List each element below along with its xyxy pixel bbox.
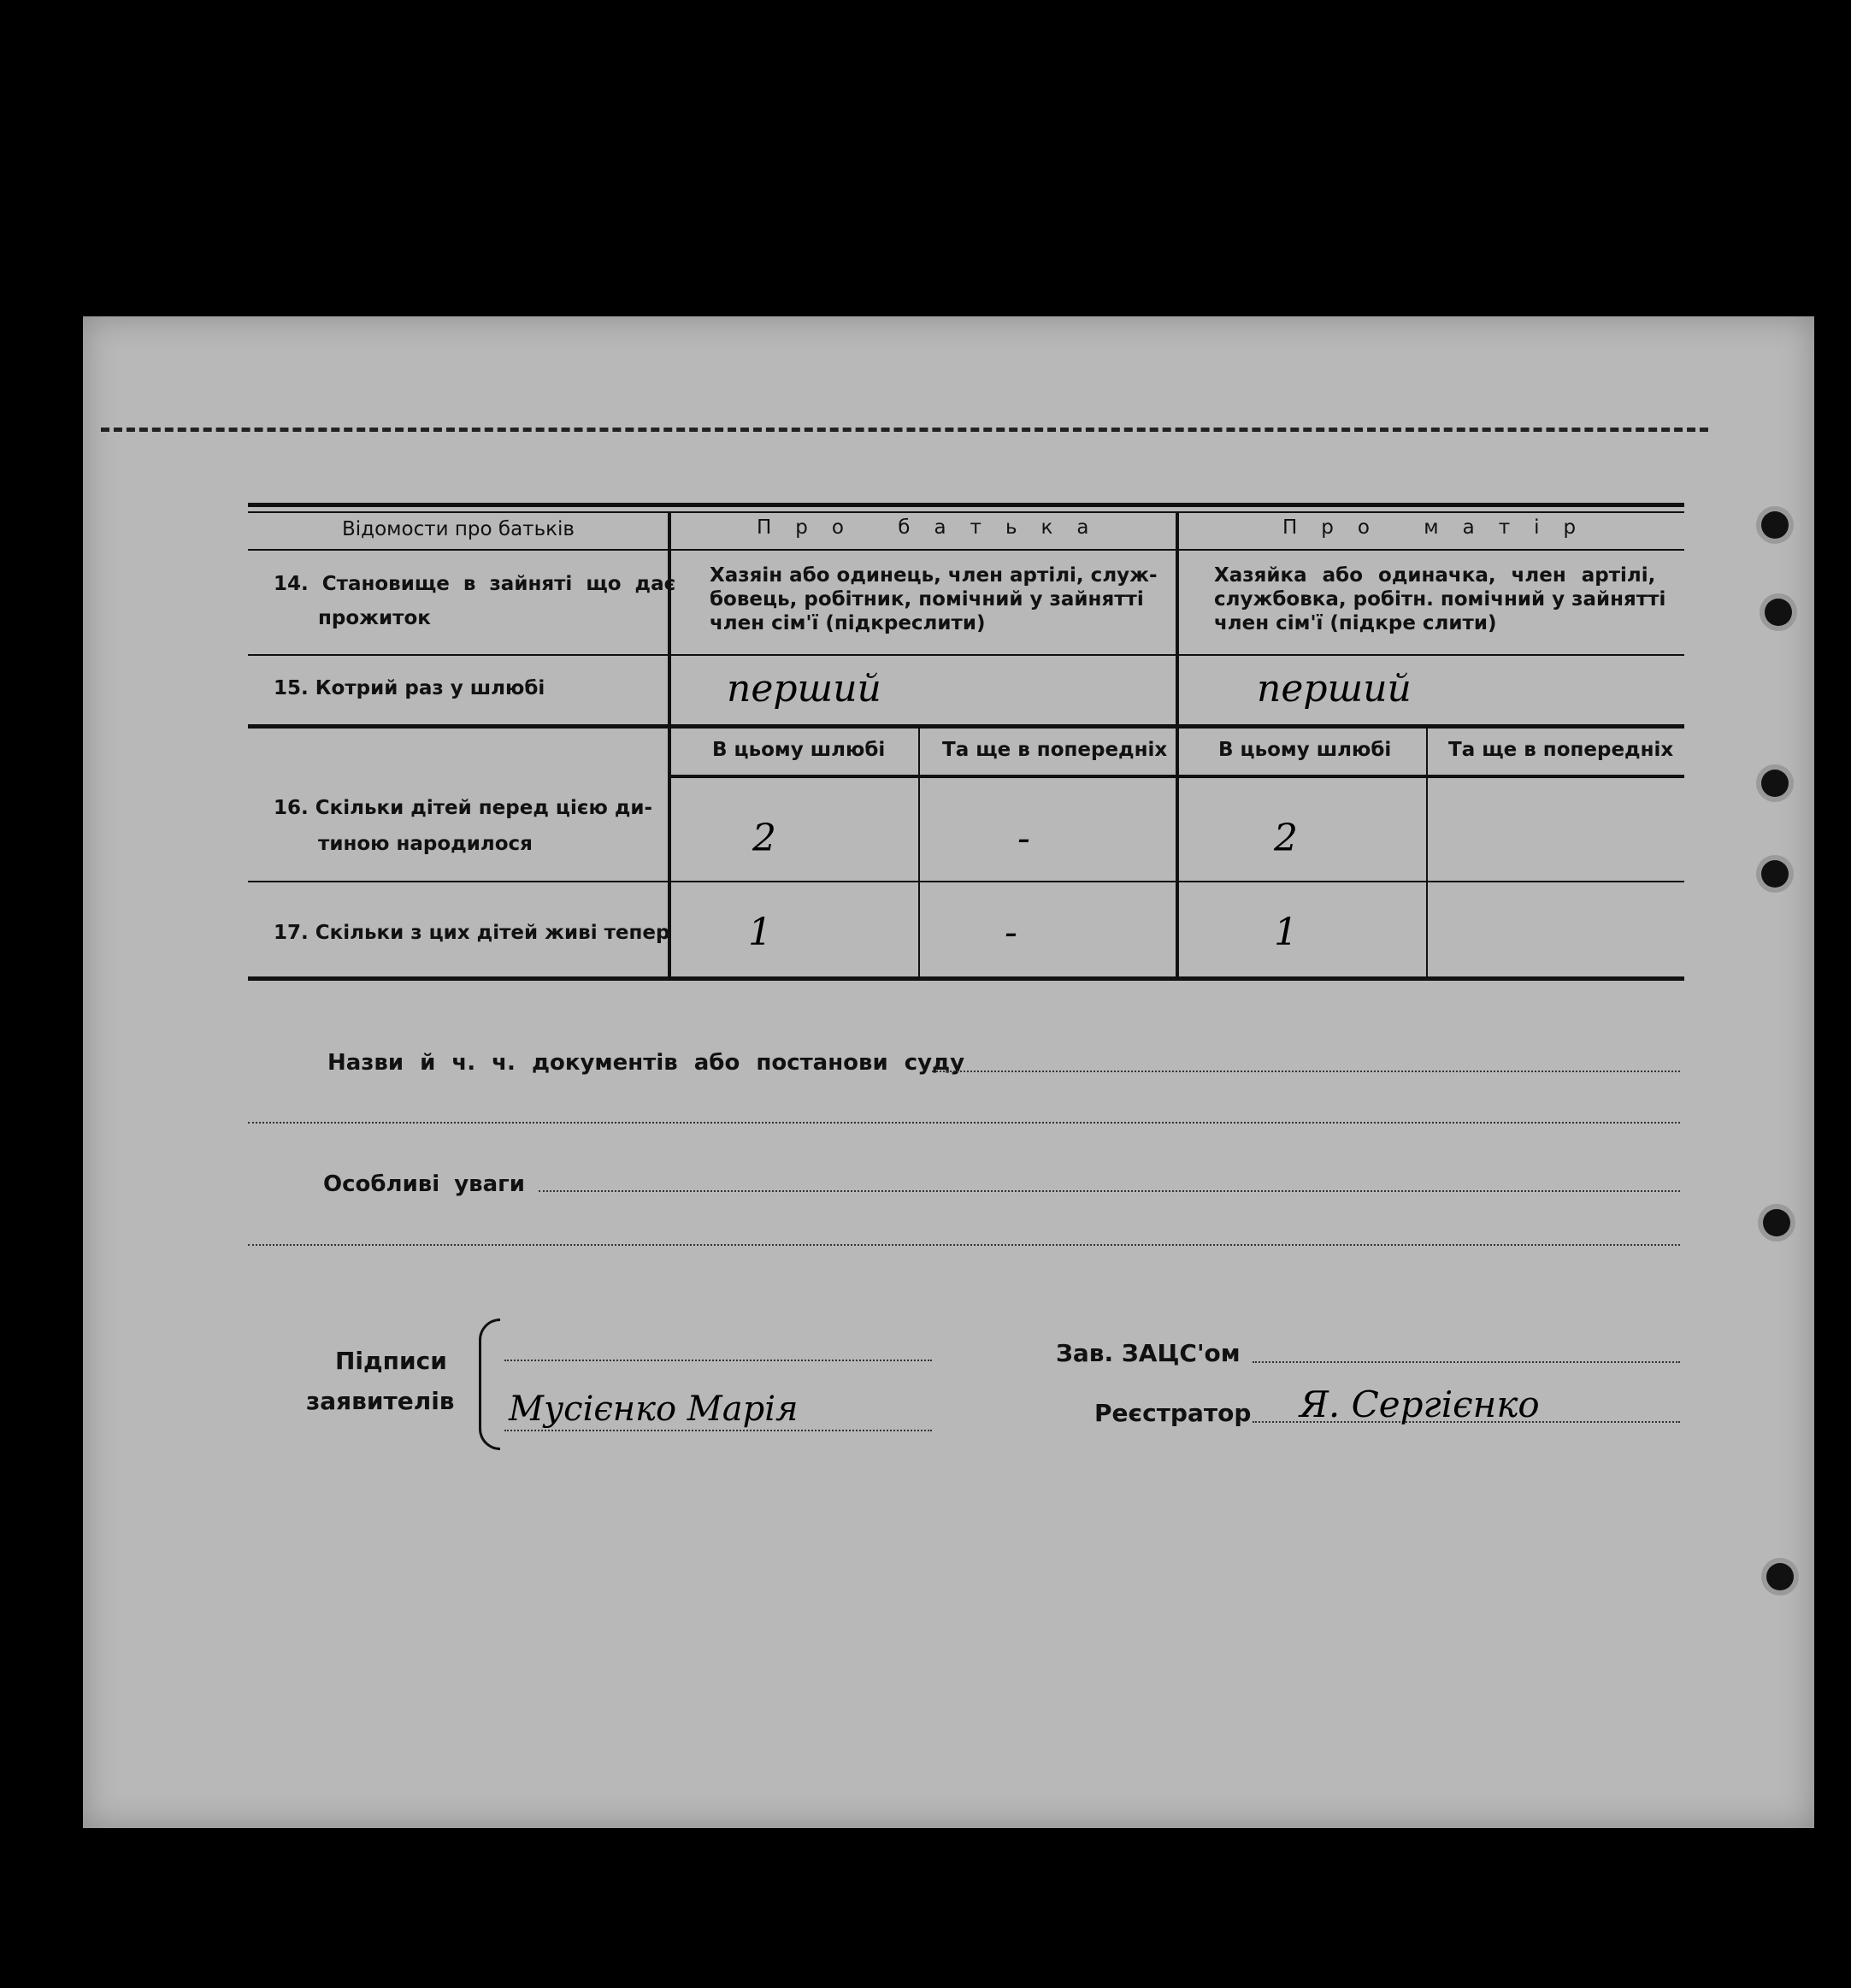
- row14-mother-2: службовка, робітн. помічний у зайнятті: [1214, 588, 1666, 611]
- row15-father-value: перший: [727, 667, 881, 711]
- documents-line-2: [248, 1122, 1680, 1124]
- subheader-mother-prev: Та ще в попередніх: [1448, 739, 1674, 761]
- perforation-line: [101, 428, 1708, 432]
- row14-father-3: член сім'ї (підкреслити): [710, 612, 986, 634]
- documents-label: Назви й ч. ч. документів або постанови суду: [327, 1050, 965, 1076]
- row17-mother-this: 1: [1274, 911, 1298, 954]
- header-bottom-rule: [248, 549, 1684, 551]
- subheader-father-prev: Та ще в попередніх: [942, 739, 1168, 761]
- signatures-brace: [479, 1318, 500, 1450]
- head-label: Зав. ЗАЦС'ом: [1056, 1339, 1241, 1367]
- header-father: Про батька: [757, 516, 1113, 539]
- remarks-line-1: [539, 1190, 1680, 1192]
- row16-father-this: 2: [752, 817, 776, 860]
- subheader-father-this: В цьому шлюбі: [712, 739, 886, 761]
- header-info: Відомости про батьків: [342, 518, 575, 540]
- row17-father-prev: -: [1005, 911, 1017, 954]
- applicant-line-2: [504, 1430, 932, 1431]
- row15-mother-value: перший: [1257, 667, 1412, 711]
- applicant-signature: Мусієнко Марія: [509, 1389, 799, 1429]
- row14-mother-3: член сім'ї (підкре слити): [1214, 612, 1497, 634]
- registrar-label: Реєстратор: [1094, 1399, 1252, 1427]
- documents-line-1: [932, 1071, 1680, 1072]
- table-top-rule-thin: [248, 511, 1684, 513]
- head-signature-line: [1253, 1361, 1680, 1363]
- remarks-line-2: [248, 1244, 1680, 1246]
- row16-label-1: 16. Скільки дітей перед цією ди-: [274, 797, 653, 819]
- row14-father-1: Хазяін або одинець, член артілі, служ-: [710, 564, 1158, 587]
- binder-hole-6: [1766, 1563, 1794, 1590]
- binder-hole-5: [1763, 1209, 1790, 1236]
- binder-hole-1: [1761, 511, 1789, 539]
- binder-hole-3: [1761, 770, 1789, 797]
- row15-bottom-rule: [248, 724, 1684, 729]
- table-bottom-rule: [248, 976, 1684, 981]
- col-divider-mother-sub: [1426, 729, 1428, 978]
- row16-bottom-rule: [248, 881, 1684, 882]
- subheader-mother-this: В цьому шлюбі: [1218, 739, 1392, 761]
- col-divider-parents: [1176, 513, 1179, 978]
- binder-hole-2: [1765, 599, 1792, 626]
- row15-label: 15. Котрий раз у шлюбі: [274, 677, 545, 699]
- binder-hole-4: [1761, 860, 1789, 888]
- row14-label-1: 14. Становище в зайняті що дає: [274, 573, 676, 595]
- row16-label-2: тиною народилося: [318, 833, 533, 855]
- col-divider-father-sub: [918, 729, 920, 978]
- row17-father-this: 1: [748, 911, 772, 954]
- row14-bottom-rule: [248, 654, 1684, 656]
- registrar-signature: Я. Сергієнко: [1300, 1383, 1540, 1425]
- applicant-line-1: [504, 1360, 932, 1361]
- row14-label-2: прожиток: [318, 607, 431, 629]
- table-top-rule: [248, 503, 1684, 507]
- row14-mother-1: Хазяйка або одиначка, член артілі,: [1214, 564, 1656, 587]
- row14-father-2: бовець, робітник, помічний у зайнятті: [710, 588, 1144, 611]
- row16-father-prev: -: [1017, 817, 1030, 860]
- remarks-label: Особливі уваги: [323, 1171, 525, 1197]
- header-mother: Про матір: [1282, 516, 1600, 539]
- signatures-label-1: Підписи: [335, 1347, 447, 1375]
- signatures-label-2: заявителів: [306, 1387, 455, 1415]
- row17-label: 17. Скільки з цих дітей живі тепер: [274, 922, 670, 944]
- row16-mother-this: 2: [1274, 817, 1298, 860]
